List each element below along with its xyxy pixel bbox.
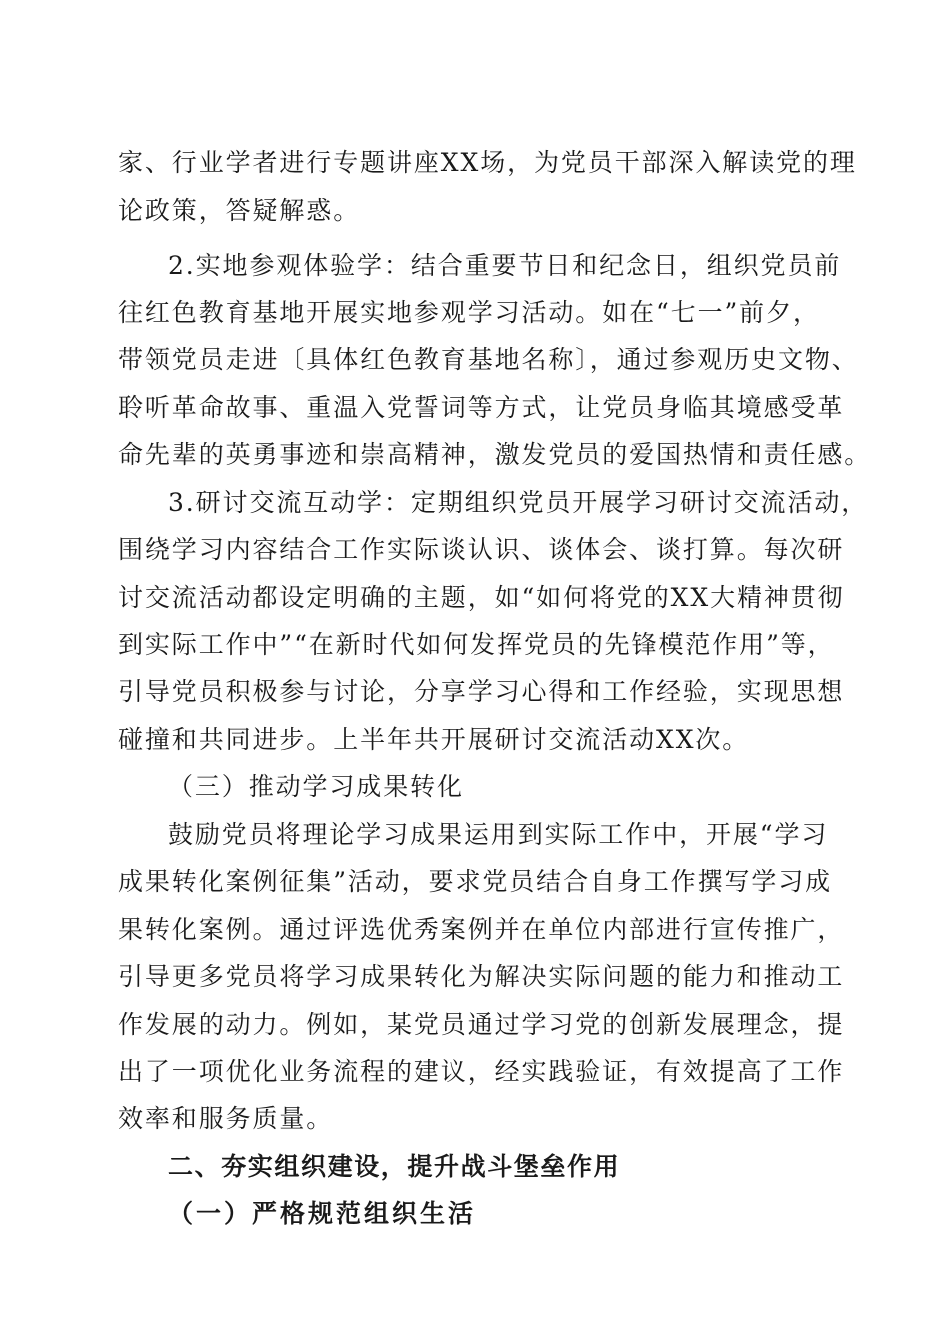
paragraph-line: 讨交流活动都设定明确的主题，如“如何将党的XX大精神贯彻: [118, 583, 845, 612]
paragraph-line: 出了一项优化业务流程的建议，经实践验证，有效提高了工作: [118, 1057, 845, 1086]
paragraph-line: 聆听革命故事、重温入党誓词等方式，让党员身临其境感受革: [118, 393, 845, 422]
paragraph-line: 带领党员走进〔具体红色教育基地名称〕，通过参观历史文物、: [118, 345, 859, 374]
chapter-heading: 二、夯实组织建设，提升战斗堡垒作用: [168, 1152, 621, 1181]
paragraph-line: 效率和服务质量。: [118, 1104, 334, 1133]
paragraph-line: 作发展的动力。例如，某党员通过学习党的创新发展理念，提: [118, 1010, 845, 1039]
paragraph-line: 围绕学习内容结合工作实际谈认识、谈体会、谈打算。每次研: [118, 535, 845, 564]
paragraph-line: 2.实地参观体验学：结合重要节日和纪念日，组织党员前: [168, 251, 842, 280]
paragraph-line: 果转化案例。通过评选优秀案例并在单位内部进行宣传推广，: [118, 915, 845, 944]
paragraph-line: 成果转化案例征集”活动，要求党员结合自身工作撰写学习成: [118, 867, 833, 896]
paragraph-line: 引导党员积极参与讨论，分享学习心得和工作经验，实现思想: [118, 677, 845, 706]
paragraph-line: 到实际工作中”“在新时代如何发挥党员的先锋模范作用”等，: [118, 630, 835, 659]
paragraph-line: 引导更多党员将学习成果转化为解决实际问题的能力和推动工: [118, 962, 845, 991]
paragraph-line: 碰撞和共同进步。上半年共开展研讨交流活动XX次。: [118, 725, 750, 754]
section-heading: （三）推动学习成果转化: [168, 772, 464, 801]
paragraph-line: 命先辈的英勇事迹和崇高精神，激发党员的爱国热情和责任感。: [118, 440, 872, 469]
paragraph-line: 往红色教育基地开展实地参观学习活动。如在“七一”前夕，: [118, 298, 820, 327]
paragraph-line: 3.研讨交流互动学：定期组织党员开展学习研讨交流活动，: [168, 488, 869, 517]
paragraph-line: 鼓励党员将理论学习成果运用到实际工作中，开展“学习: [168, 820, 829, 849]
paragraph-line: 家、行业学者进行专题讲座XX场，为党员干部深入解读党的理: [118, 148, 857, 177]
subsection-heading: （一）严格规范组织生活: [168, 1199, 477, 1228]
paragraph-line: 论政策，答疑解惑。: [118, 196, 361, 225]
